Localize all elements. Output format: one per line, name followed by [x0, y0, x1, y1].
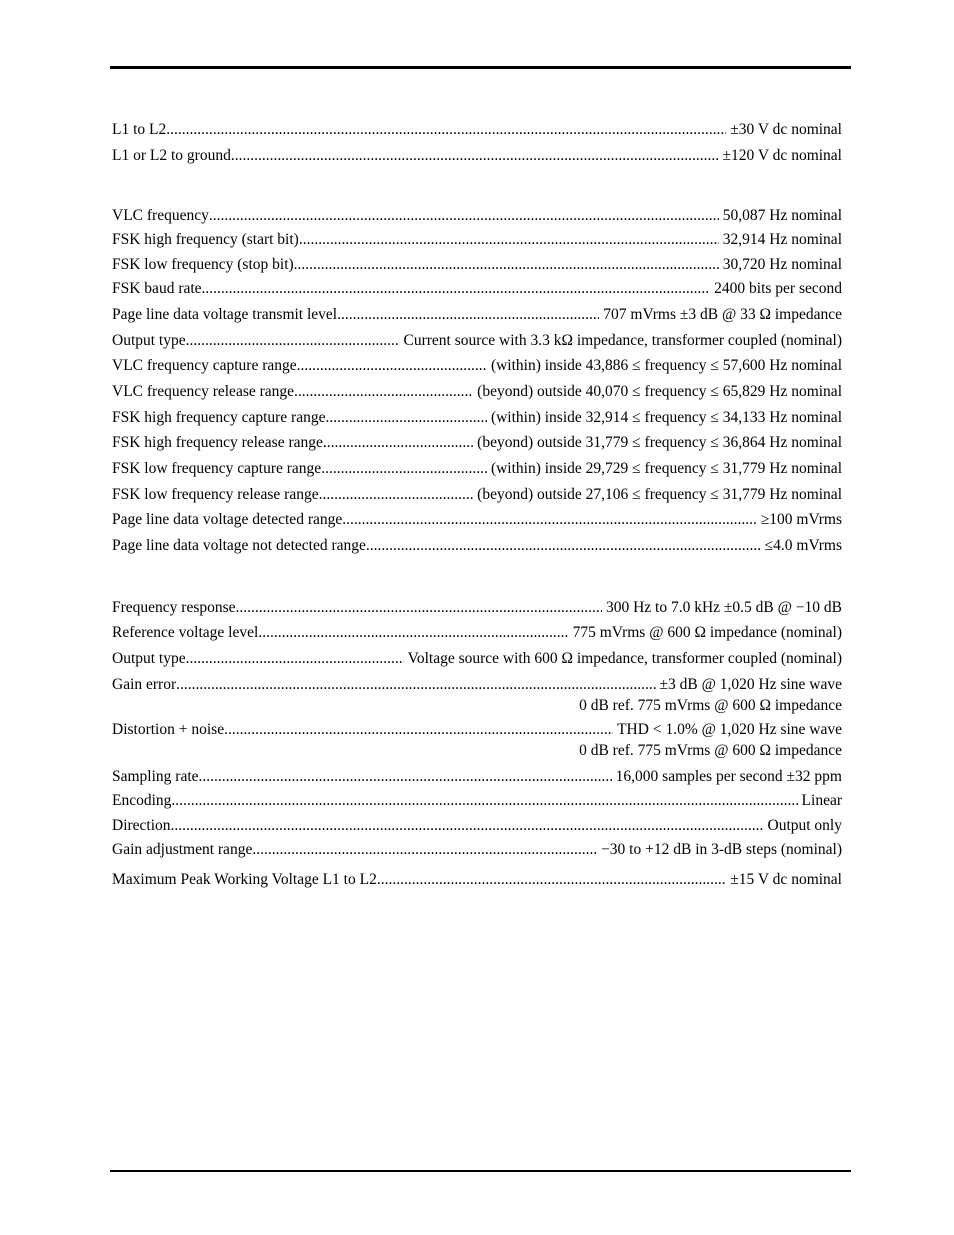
spec-value: Voltage source with 600 Ω impedance, transformer coupled (nominal) — [407, 650, 842, 667]
spec-label: Page line data voltage detected range — [112, 511, 343, 528]
spec-row — [112, 207, 842, 225]
leader-dots — [337, 306, 599, 324]
leader-dots — [319, 486, 474, 504]
spec-continuation: 0 dB ref. 775 mVrms @ 600 Ω impedance — [579, 742, 842, 759]
spec-label: Page line data voltage not detected range — [112, 537, 366, 554]
spec-value: Linear — [801, 792, 842, 809]
spec-label: VLC frequency capture range — [112, 357, 297, 374]
spec-row — [112, 306, 842, 324]
leader-dots — [166, 121, 726, 139]
spec-row — [112, 434, 842, 452]
leader-dots — [231, 147, 719, 165]
leader-dots — [297, 357, 487, 375]
spec-row — [112, 624, 842, 642]
spec-value: ±3 dB @ 1,020 Hz sine wave — [659, 676, 842, 693]
spec-label: Page line data voltage transmit level — [112, 306, 338, 323]
leader-dots — [294, 256, 719, 274]
spec-label: Gain error — [112, 676, 177, 693]
spec-label: VLC frequency — [112, 207, 209, 224]
spec-label: FSK low frequency release range — [112, 486, 319, 503]
spec-value: ±15 V dc nominal — [730, 871, 842, 888]
spec-row — [112, 768, 842, 786]
spec-value: ±120 V dc nominal — [722, 147, 842, 164]
leader-dots — [171, 817, 764, 835]
spec-row — [112, 721, 842, 739]
spec-row — [112, 147, 842, 165]
spec-value: 16,000 samples per second ±32 ppm — [615, 768, 842, 785]
spec-row — [112, 409, 842, 427]
spec-label: Gain adjustment range — [112, 841, 253, 858]
spec-row — [112, 280, 842, 298]
spec-row — [112, 511, 842, 529]
spec-label: Reference voltage level — [112, 624, 259, 641]
spec-label: Direction — [112, 817, 171, 834]
spec-label: Distortion + noise — [112, 721, 225, 738]
leader-dots — [224, 721, 613, 739]
spec-value: 32,914 Hz nominal — [722, 231, 842, 248]
leader-dots — [342, 511, 757, 529]
spec-value: 775 mVrms @ 600 Ω impedance (nominal) — [572, 624, 842, 641]
spec-label: Encoding — [112, 792, 172, 809]
spec-row — [112, 231, 842, 249]
spec-continuation: 0 dB ref. 775 mVrms @ 600 Ω impedance — [579, 697, 842, 714]
spec-row — [112, 817, 842, 835]
spec-row — [112, 537, 842, 555]
spec-value: −30 to +12 dB in 3-dB steps (nominal) — [601, 841, 842, 858]
leader-dots — [171, 792, 797, 810]
spec-label: FSK baud rate — [112, 280, 202, 297]
spec-row — [112, 357, 842, 375]
spec-label: VLC frequency release range — [112, 383, 295, 400]
leader-dots — [199, 768, 612, 786]
spec-value: (within) inside 43,886 ≤ frequency ≤ 57,600 Hz nominal — [490, 357, 842, 374]
leader-dots — [258, 624, 568, 642]
spec-value: (beyond) outside 40,070 ≤ frequency ≤ 65,829 Hz nominal — [477, 383, 842, 400]
spec-value: ±30 V dc nominal — [730, 121, 842, 138]
spec-value: THD < 1.0% @ 1,020 Hz sine wave — [617, 721, 842, 738]
spec-row — [112, 383, 842, 401]
spec-label: FSK high frequency capture range — [112, 409, 326, 426]
leader-dots — [176, 676, 655, 694]
spec-row — [112, 332, 842, 350]
spec-label: L1 to L2 — [112, 121, 167, 138]
leader-dots — [366, 537, 761, 555]
spec-label: FSK low frequency capture range — [112, 460, 322, 477]
spec-row — [112, 650, 842, 668]
spec-value: 50,087 Hz nominal — [722, 207, 842, 224]
spec-row — [112, 256, 842, 274]
spec-label: Maximum Peak Working Voltage L1 to L2 — [112, 871, 377, 888]
spec-row — [112, 460, 842, 478]
spec-row — [112, 676, 842, 694]
spec-value: ≥100 mVrms — [760, 511, 842, 528]
leader-dots — [377, 871, 726, 889]
spec-value: (beyond) outside 27,106 ≤ frequency ≤ 31,779 Hz nominal — [477, 486, 842, 503]
spec-value: (within) inside 32,914 ≤ frequency ≤ 34,133 Hz nominal — [490, 409, 842, 426]
spec-value: (beyond) outside 31,779 ≤ frequency ≤ 36,864 Hz nominal — [477, 434, 842, 451]
spec-label: Sampling rate — [112, 768, 199, 785]
spec-row — [112, 599, 842, 617]
spec-value: Output only — [767, 817, 842, 834]
leader-dots — [186, 650, 404, 668]
spec-row — [112, 486, 842, 504]
spec-label: Frequency response — [112, 599, 236, 616]
leader-dots — [236, 599, 602, 617]
spec-row — [112, 841, 842, 859]
leader-dots — [323, 434, 473, 452]
footer-rule — [110, 1170, 851, 1172]
spec-row — [112, 121, 842, 139]
leader-dots — [325, 409, 486, 427]
leader-dots — [209, 207, 719, 225]
spec-value: 707 mVrms ±3 dB @ 33 Ω impedance — [603, 306, 842, 323]
spec-label: L1 or L2 to ground — [112, 147, 231, 164]
spec-value: 300 Hz to 7.0 kHz ±0.5 dB @ −10 dB — [605, 599, 842, 616]
spec-label: Output type — [112, 650, 186, 667]
leader-dots — [186, 332, 400, 350]
spec-value: 2400 bits per second — [714, 280, 842, 297]
spec-label: FSK high frequency (start bit) — [112, 231, 299, 248]
spec-value: 30,720 Hz nominal — [722, 256, 842, 273]
leader-dots — [321, 460, 487, 478]
leader-dots — [294, 383, 473, 401]
spec-row — [112, 871, 842, 889]
leader-dots — [252, 841, 597, 859]
spec-value: ≤4.0 mVrms — [764, 537, 842, 554]
spec-value: (within) inside 29,729 ≤ frequency ≤ 31,779 Hz nominal — [490, 460, 842, 477]
leader-dots — [202, 280, 711, 298]
spec-label: FSK high frequency release range — [112, 434, 323, 451]
spec-label: Output type — [112, 332, 186, 349]
spec-row — [112, 792, 842, 810]
spec-label: FSK low frequency (stop bit) — [112, 256, 294, 273]
spec-value: Current source with 3.3 kΩ impedance, transformer coupled (nominal) — [403, 332, 842, 349]
leader-dots — [299, 231, 719, 249]
